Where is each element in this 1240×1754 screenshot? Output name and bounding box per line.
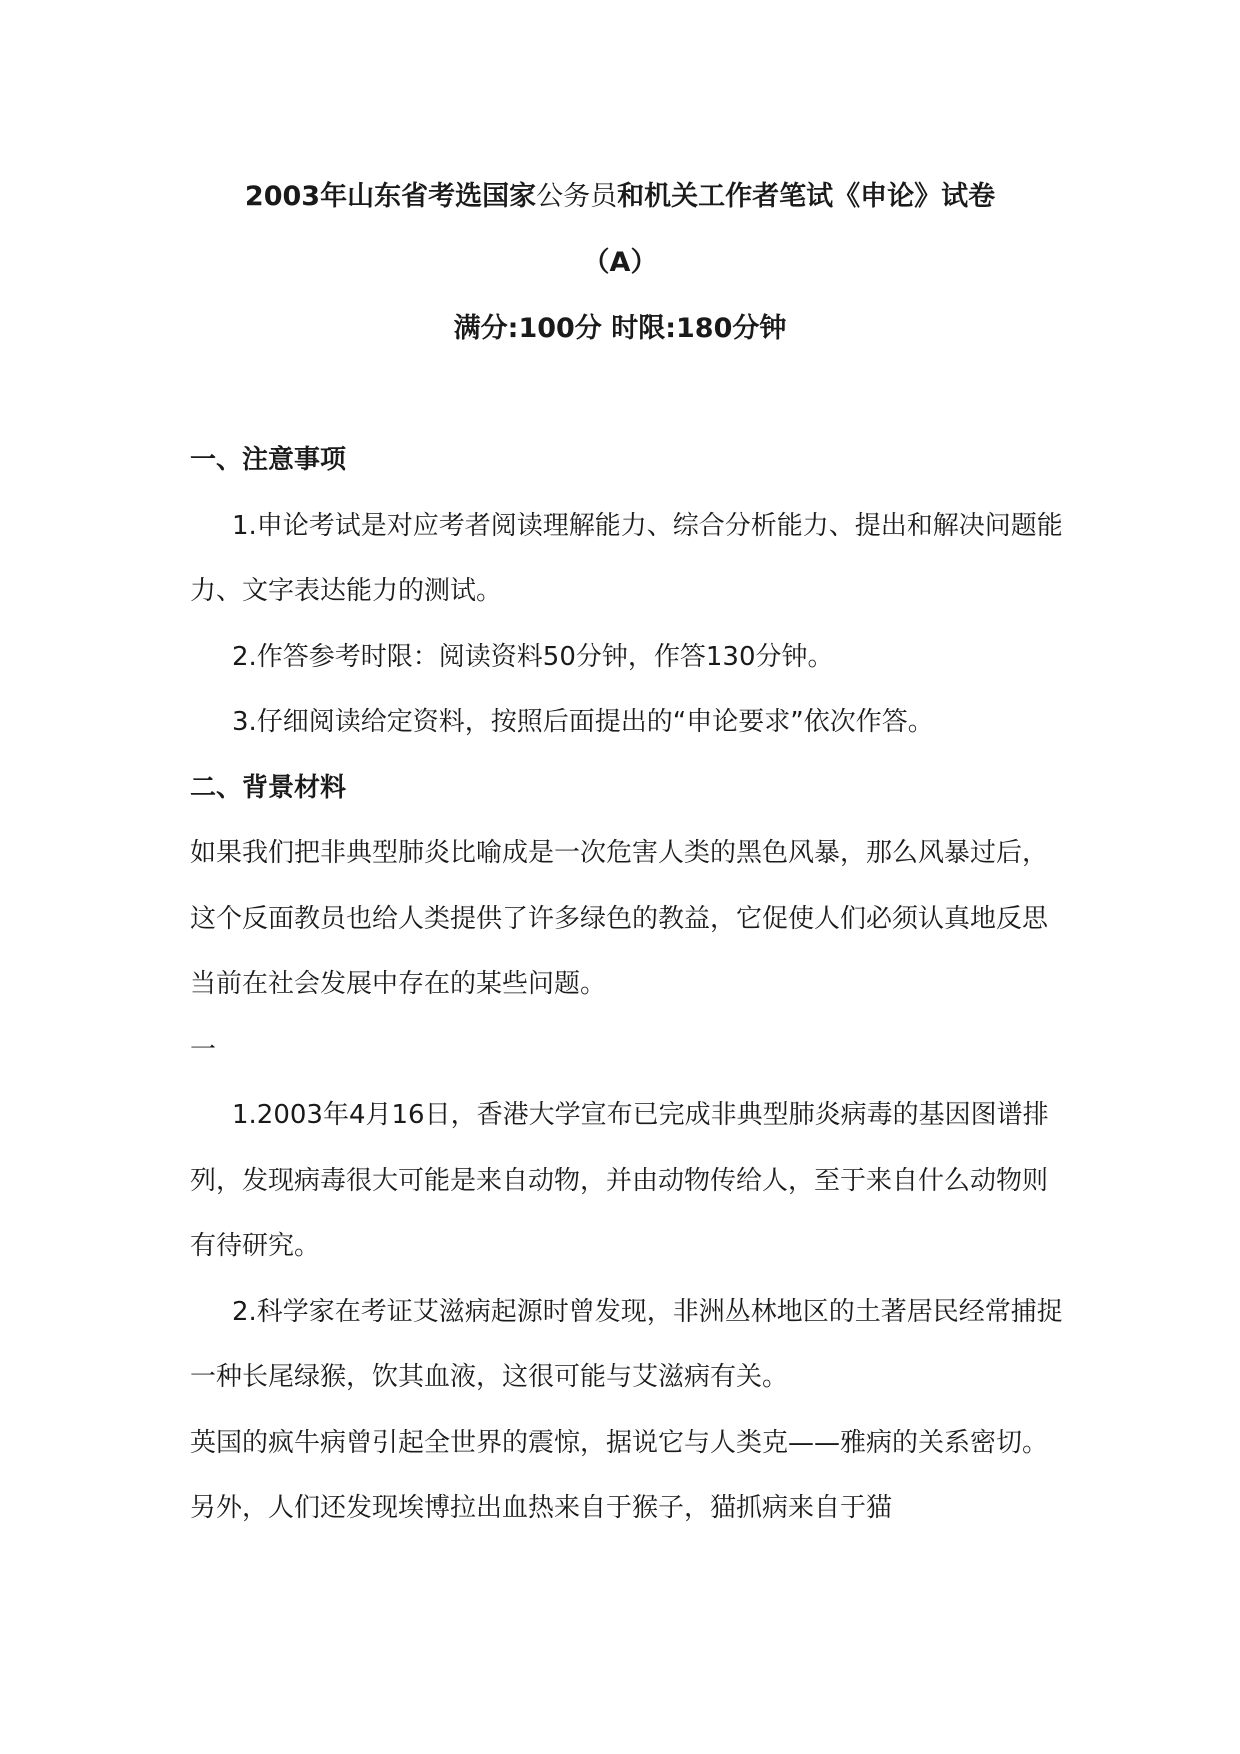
- background-continuation-paragraph: 英国的疯牛病曾引起全世界的震惊，据说它与人类克——雅病的关系密切。另外，人们还发现埃博拉出血热来自于猴子，猫抓病来自于猫: [190, 1427, 1049, 1523]
- background-item-2: 2.科学家在考证艾滋病起源时曾发现，非洲丛林地区的土著居民经常捕捉一种长尾绿猴，饮其血液，这很可能与艾滋病有关。: [190, 1296, 1063, 1392]
- background-intro-paragraph: 如果我们把非典型肺炎比喻成是一次危害人类的黑色风暴，那么风暴过后，这个反面教员也给人类提供了许多绿色的教益，它促使人们必须认真地反思当前在社会发展中存在的某些问题。: [190, 838, 1049, 999]
- document-title: [0, 172, 1240, 238]
- document-subtitle: （A）: [582, 247, 658, 278]
- notes-item-3: 3.仔细阅读给定资料，按照后面提出的“申论要求”依次作答。: [232, 707, 934, 737]
- background-part-marker: 一: [190, 1034, 217, 1065]
- exam-meta-line: 满分:100分 时限:180分钟: [453, 313, 787, 344]
- document-body: [190, 428, 1070, 1542]
- title-part-3: 和机关工作者笔试《申论》试卷: [617, 181, 996, 212]
- title-block: [0, 172, 1240, 370]
- section-heading-background: 二、背景材料: [190, 772, 347, 803]
- notes-item-2: 2.作答参考时限：阅读资料50分钟，作答130分钟。: [232, 641, 834, 672]
- title-part-2: 公务员: [536, 181, 618, 212]
- background-item-1: 1.2003年4月16日，香港大学宣布已完成非典型肺炎病毒的基因图谱排列，发现病毒很大可能是来自动物，并由动物传给人，至于来自什么动物则有待研究。: [190, 1100, 1049, 1261]
- section-heading-notes: 一、注意事项: [190, 445, 347, 475]
- title-part-1: 2003年山东省考选国家: [244, 181, 537, 212]
- notes-item-1: 1.申论考试是对应考者阅读理解能力、综合分析能力、提出和解决问题能力、文字表达能力的测试。: [190, 510, 1063, 606]
